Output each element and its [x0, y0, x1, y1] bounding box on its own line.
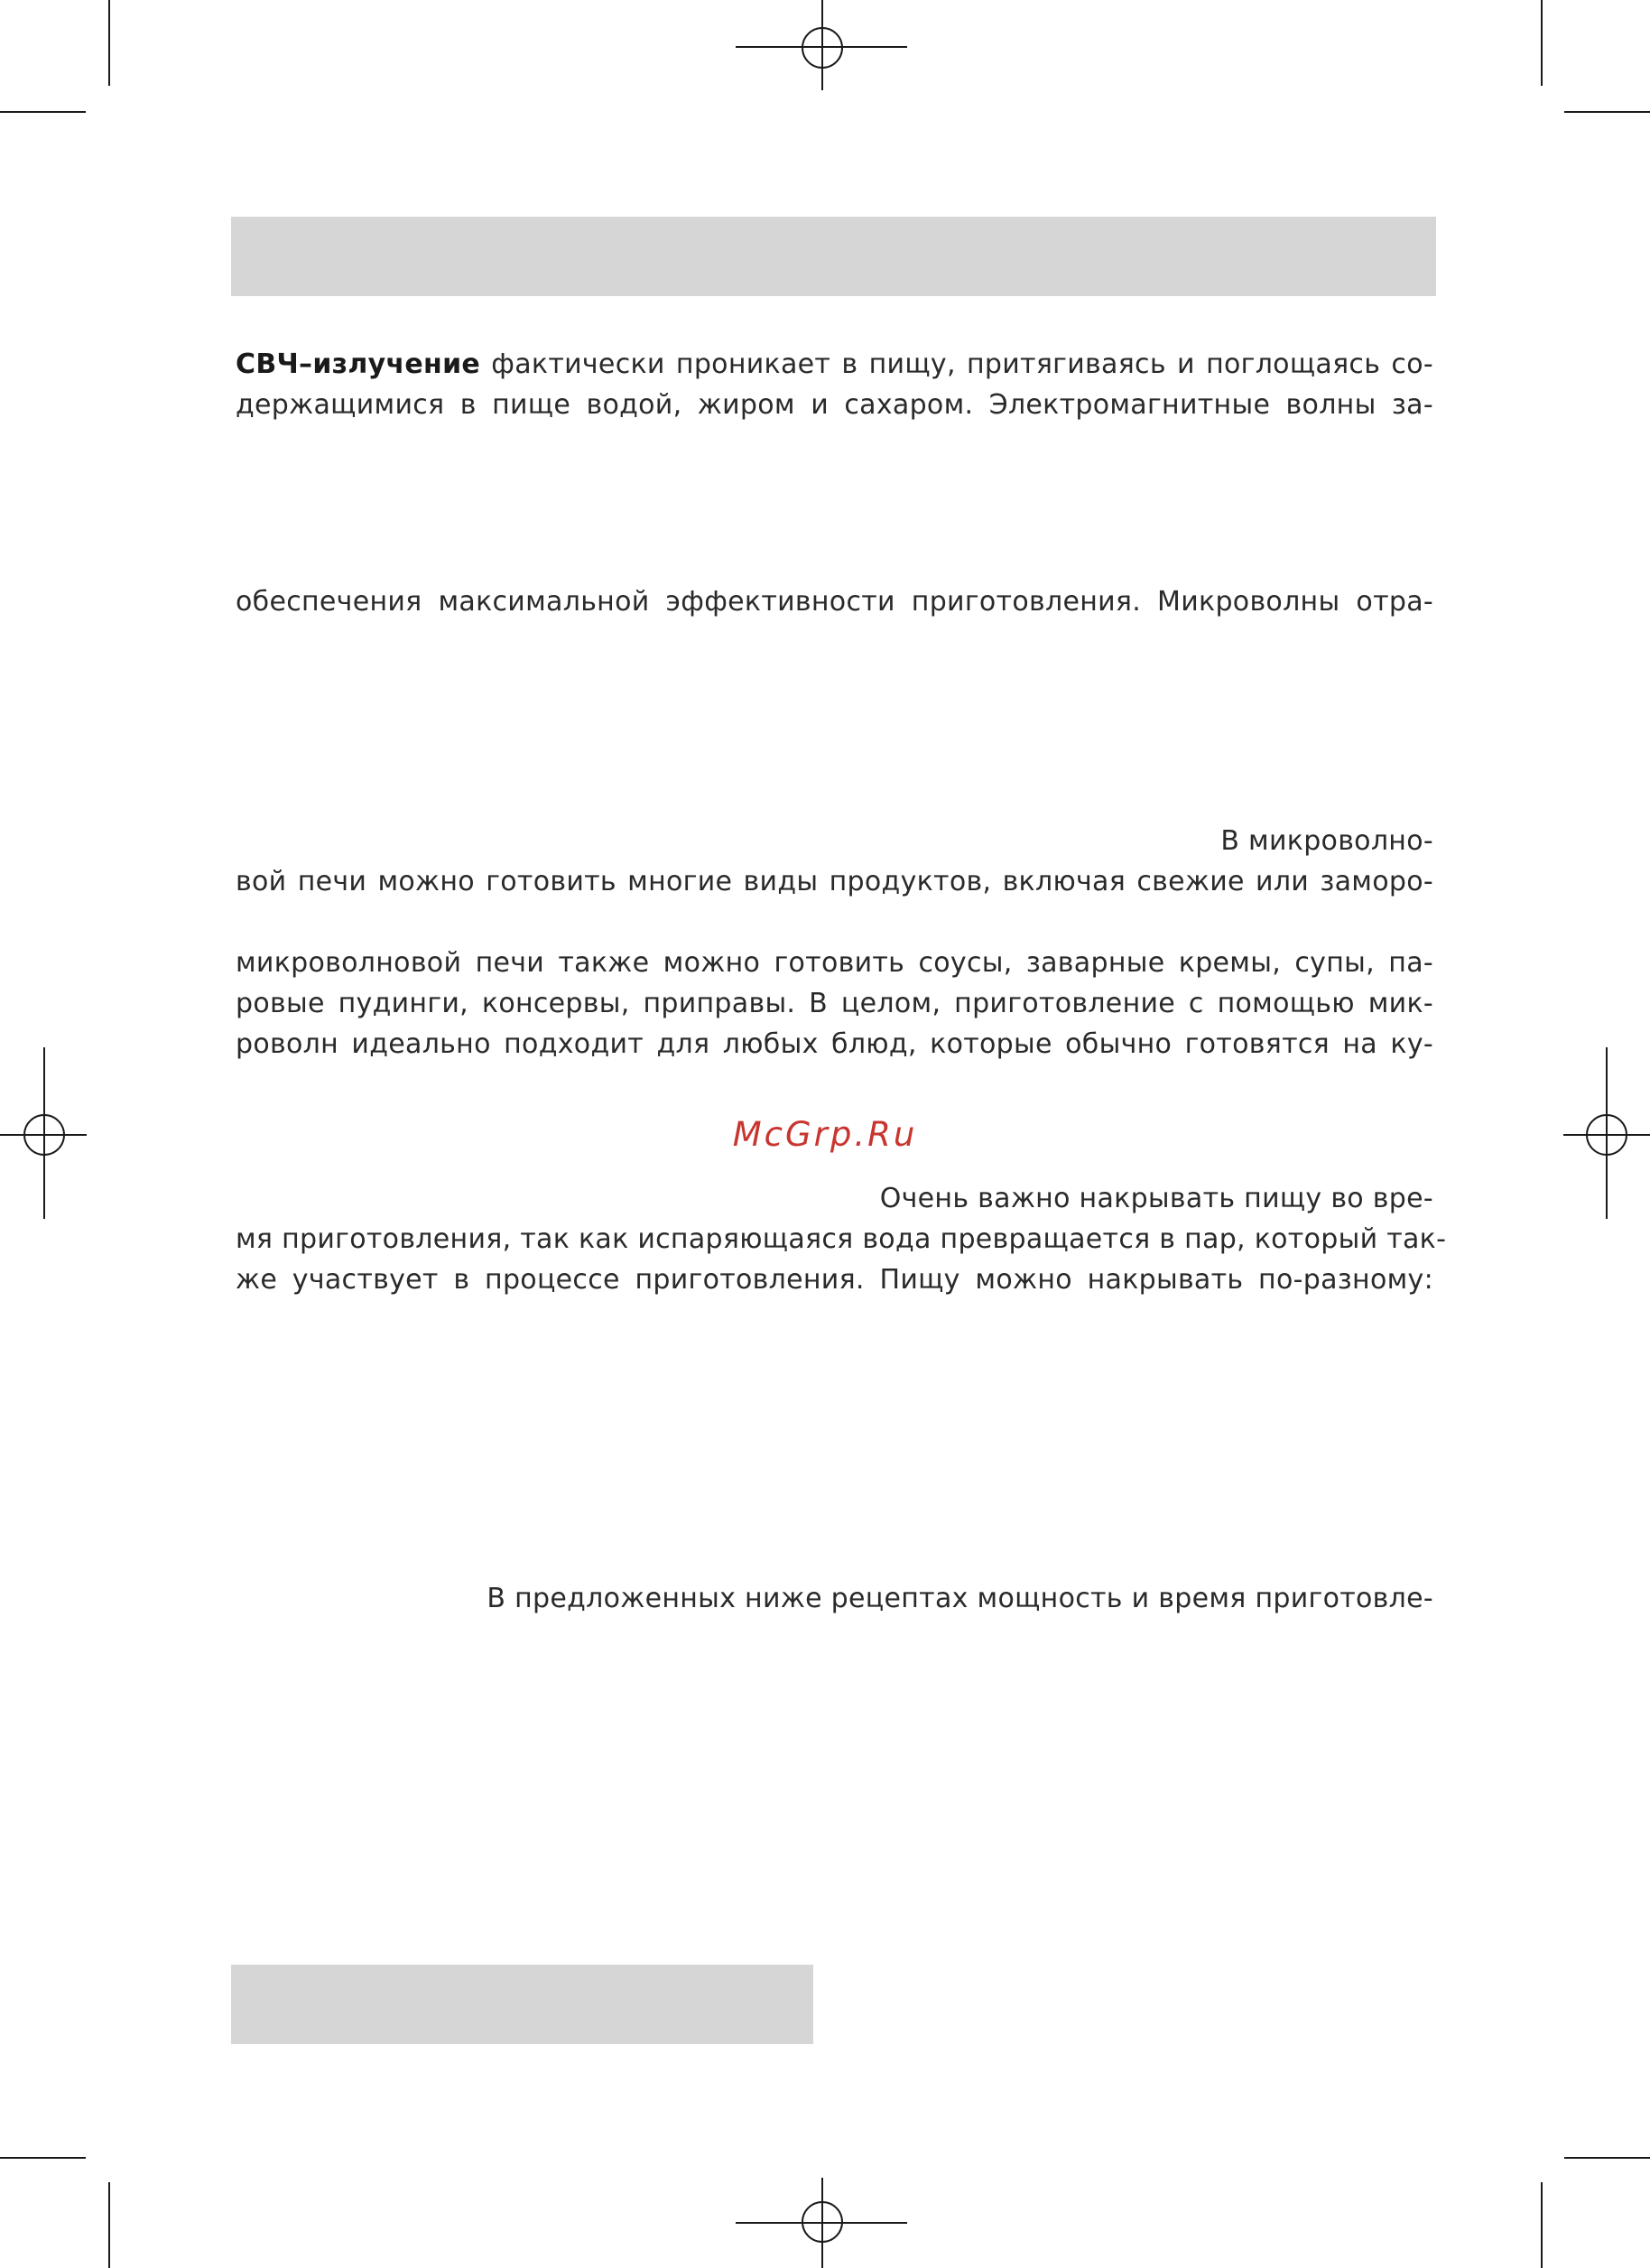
paragraph-1-line-2: держащимися в пище водой, жиром и сахаром. Электромагнитные волны за- [236, 389, 1433, 421]
crop-mark [108, 2182, 110, 2268]
crop-mark [1541, 0, 1543, 86]
paragraph-5-line-2: мя приготовления, так как испаряющаяся вода превращается в пар, который так- [236, 1223, 1447, 1255]
paragraph-3-line-2: вой печи можно готовить многие виды продуктов, включая свежие или заморо- [236, 866, 1433, 897]
crop-mark [0, 111, 86, 113]
crop-mark [0, 2157, 86, 2159]
paragraph-4-line-1: микроволновой печи также можно готовить соусы, заварные кремы, супы, па- [236, 947, 1433, 979]
lead-term: СВЧ–излучение [236, 349, 481, 380]
paragraph-2-line-1: обеспечения максимальной эффективности приготовления. Микроволны отра- [236, 586, 1433, 618]
crop-mark [1564, 111, 1650, 113]
paragraph-4-line-2: ровые пудинги, консервы, приправы. В целом, приготовление с помощью мик- [236, 988, 1433, 1019]
paragraph-3-line-1: В микроволно- [1220, 825, 1433, 857]
watermark: McGrp.Ru [732, 1115, 918, 1154]
crop-mark [1564, 2157, 1650, 2159]
header-bar [231, 217, 1436, 296]
paragraph-1-line-1 [236, 346, 1433, 384]
paragraph-4-line-3: роволн идеально подходит для любых блюд, которые обычно готовятся на ку- [236, 1028, 1433, 1060]
paragraph-5-line-1: Очень важно накрывать пищу во вре- [879, 1183, 1433, 1214]
crop-mark [1541, 2182, 1543, 2268]
paragraph-1-line-1-text: фактически проникает в пищу, притягиваясь и поглощаясь со- [491, 349, 1433, 380]
footer-bar [231, 1965, 813, 2044]
paragraph-5-line-3: же участвует в процессе приготовления. Пищу можно накрывать по-разному: [236, 1264, 1433, 1296]
paragraph-6-line-1: В предложенных ниже рецептах мощность и время приготовле- [487, 1583, 1433, 1614]
crop-mark [108, 0, 110, 86]
